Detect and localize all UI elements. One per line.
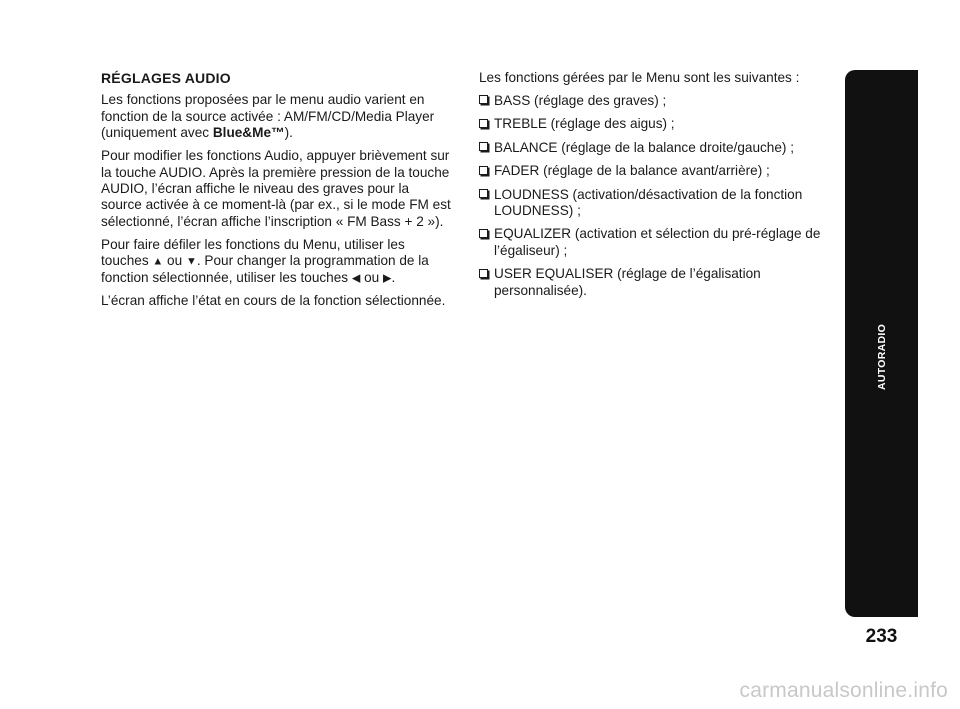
list-item-text: USER EQUALISER (réglage de l’égalisation personnalisée). — [494, 266, 761, 298]
watermark: carmanualsonline.info — [739, 679, 948, 702]
checkbox-bullet-icon — [479, 269, 488, 278]
menu-intro: Les fonctions gérées par le Menu sont les suivantes : — [479, 70, 800, 85]
menu-function-list — [479, 93, 821, 299]
paragraph-text: ). — [284, 125, 293, 141]
paragraph-text: ou — [163, 253, 186, 269]
arrow-up-icon: ▲ — [152, 255, 164, 268]
list-item-text: LOUDNESS (activation/désactivation de la fonction LOUDNESS) ; — [494, 186, 803, 218]
left-column — [101, 70, 453, 316]
checkbox-bullet-icon — [479, 95, 488, 104]
list-item — [479, 93, 821, 109]
paragraph-text: ou — [360, 269, 384, 285]
checkbox-bullet-icon — [479, 119, 488, 128]
paragraph-modify: Pour modifier les fonctions Audio, appuyer brièvement sur la touche AUDIO. Après la première pression de la touche AUDIO, l’écran affiche le niveau des graves pour la source activée à ce moment-là (par ex., si le mode FM est sélectionné, l’écran affiche l’inscription « FM Bass + 2 »). — [101, 148, 451, 229]
list-item-text: BASS (réglage des graves) ; — [494, 92, 667, 108]
paragraph-functions — [101, 92, 453, 141]
arrow-down-icon: ▼ — [185, 255, 197, 268]
checkbox-bullet-icon — [479, 142, 488, 151]
checkbox-bullet-icon — [479, 166, 488, 175]
list-item — [479, 140, 821, 156]
chapter-tab-label: AUTORADIO — [875, 323, 888, 391]
list-item-text: FADER (réglage de la balance avant/arrière) ; — [494, 163, 770, 179]
list-item-text: BALANCE (réglage de la balance droite/gauche) ; — [494, 139, 794, 155]
list-item — [479, 226, 821, 259]
paragraph-display: L’écran affiche l’état en cours de la fonction sélectionnée. — [101, 293, 446, 309]
blue-and-me-label: Blue&Me™ — [212, 125, 285, 141]
list-item — [479, 163, 821, 179]
list-item — [479, 116, 821, 132]
list-item-text: EQUALIZER (activation et sélection du pré-réglage de l’égaliseur) ; — [494, 226, 821, 258]
list-item — [479, 266, 821, 299]
list-item-text: TREBLE (réglage des aigus) ; — [494, 116, 675, 132]
paragraph-text: . Pour changer la programmation de la fonction sélectionnée, utiliser les touches — [101, 253, 429, 285]
checkbox-bullet-icon — [479, 189, 488, 198]
checkbox-bullet-icon — [479, 229, 488, 238]
section-heading: RÉGLAGES AUDIO — [101, 70, 231, 86]
paragraph-scroll — [101, 237, 453, 287]
paragraph-text: . — [391, 269, 396, 285]
right-column — [479, 70, 821, 306]
arrow-right-icon: ▶ — [383, 272, 392, 285]
chapter-tab — [845, 70, 918, 617]
page-number: 233 — [865, 626, 898, 647]
paragraph-text: Les fonctions proposées par le menu audio varient en fonction de la source activée : AM/FM/CD/Media Player (uniquement avec — [101, 92, 435, 141]
arrow-left-icon: ◀ — [351, 272, 361, 285]
paragraph-text: Pour faire défiler les fonctions du Menu, utiliser les touches — [101, 236, 405, 269]
list-item — [479, 187, 821, 220]
